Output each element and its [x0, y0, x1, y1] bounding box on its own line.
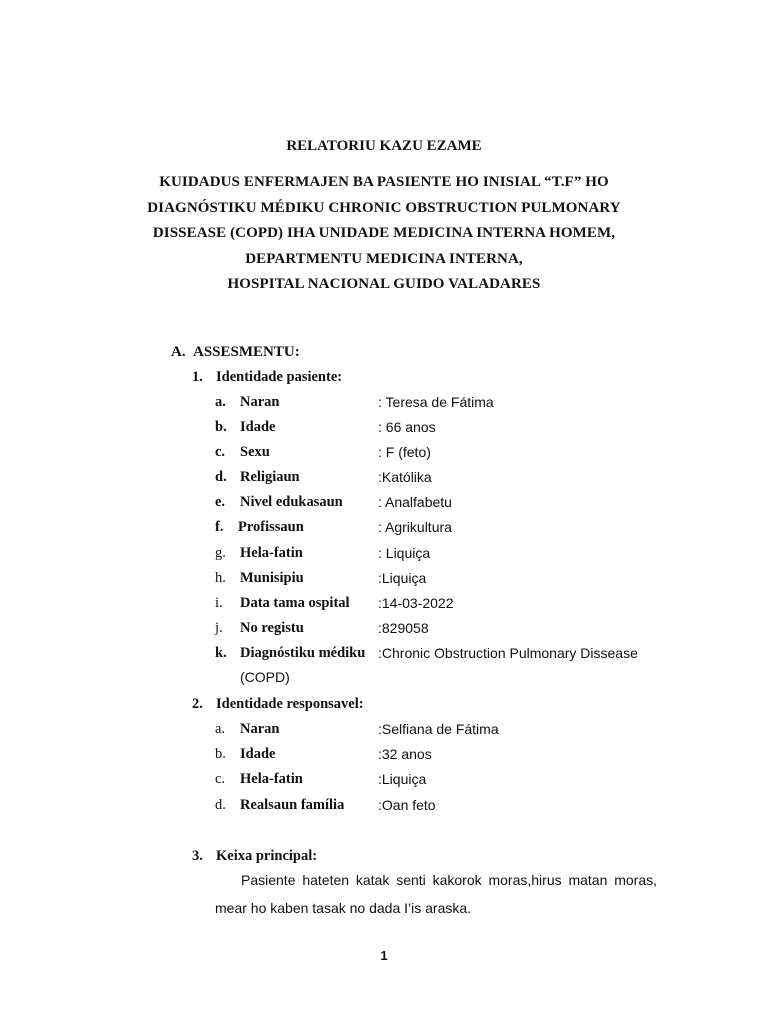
row-key: Hela-fatin	[240, 771, 303, 787]
row-value: : Analfabetu	[378, 494, 452, 510]
row-value: :Katólika	[378, 469, 432, 485]
row-key: Nivel edukasaun	[240, 494, 343, 510]
row-key: Religiaun	[240, 469, 300, 485]
row-key: Naran	[240, 721, 280, 737]
row-value: : Agrikultura	[378, 519, 452, 535]
item-title: Identidade pasiente:	[216, 369, 343, 385]
row-value: :Oan feto	[378, 797, 436, 813]
row-key: Sexu	[240, 444, 270, 460]
row-value: :Liquiça	[378, 570, 427, 586]
row-key: Idade	[240, 746, 276, 762]
row-letter: d.	[215, 797, 226, 813]
item-number: 2.	[192, 696, 203, 712]
row-letter: a.	[215, 394, 226, 410]
complaint-paragraph	[215, 866, 657, 922]
row-letter: k.	[215, 645, 227, 661]
row-key: Diagnóstiku médiku	[240, 645, 366, 661]
row-letter: d.	[215, 469, 227, 485]
item-3-heading	[192, 848, 317, 865]
page-number: 1	[380, 948, 388, 963]
row-key: Idade	[240, 419, 276, 435]
paragraph-line: mear ho kaben tasak no dada I’is araska.	[215, 900, 472, 916]
row-letter: j.	[215, 620, 223, 636]
row-letter: b.	[215, 746, 226, 762]
row-key: No registu	[240, 620, 304, 636]
row-letter: e.	[215, 494, 226, 510]
heading-line: HOSPITAL NACIONAL GUIDO VALADARES	[227, 276, 541, 293]
row-value: :Chronic Obstruction Pulmonary Dissease	[378, 645, 638, 661]
row-letter: g.	[215, 545, 226, 561]
item-number: 1.	[192, 369, 203, 385]
row-key: Realsaun família	[240, 797, 345, 813]
row-key: Data tama ospital	[240, 595, 350, 611]
diagnosis-continuation: (COPD)	[240, 669, 290, 685]
row-value: : Liquiça	[378, 545, 431, 561]
row-value: :Liquiça	[378, 771, 427, 787]
row-key: Hela-fatin	[240, 545, 303, 561]
report-heading	[0, 170, 768, 298]
row-value: :14-03-2022	[378, 595, 454, 611]
heading-line: KUIDADUS ENFERMAJEN BA PASIENTE HO INISIAL “T.F” HO	[159, 174, 609, 190]
row-letter: h.	[215, 570, 226, 586]
section-title: ASSESMENTU:	[193, 344, 300, 360]
row-value: : Teresa de Fátima	[378, 394, 494, 410]
row-letter: b.	[215, 419, 227, 435]
item-title: Keixa principal:	[216, 848, 318, 864]
item-2-heading	[192, 696, 364, 713]
row-letter: i.	[215, 595, 223, 611]
row-key: Naran	[240, 394, 280, 410]
heading-line: DISSEASE (COPD) IHA UNIDADE MEDICINA INTERNA HOMEM,	[152, 225, 616, 242]
section-a-heading	[171, 344, 300, 361]
heading-line: DIAGNÓSTIKU MÉDIKU CHRONIC OBSTRUCTION PULMONARY	[147, 199, 621, 216]
row-value: :32 anos	[378, 746, 432, 762]
row-letter: f.	[215, 519, 224, 535]
paragraph-line: Pasiente hateten katak senti kakorok moras,hirus matan moras,	[241, 872, 657, 888]
row-key: Profissaun	[238, 519, 304, 535]
section-label: A.	[171, 344, 186, 360]
row-value: :Selfiana de Fátima	[378, 721, 499, 737]
item-title: Identidade responsavel:	[216, 696, 364, 712]
heading-line: DEPARTMENTU MEDICINA INTERNA,	[245, 250, 523, 267]
row-key: Munisipiu	[240, 570, 304, 586]
report-title: RELATORIU KAZU EZAME	[286, 138, 482, 154]
row-letter: c.	[215, 771, 226, 787]
row-value: :829058	[378, 620, 429, 636]
row-letter: c.	[215, 444, 226, 460]
item-1-heading	[192, 369, 342, 386]
item-number: 3.	[192, 848, 203, 864]
row-value: : 66 anos	[378, 419, 436, 435]
row-value: : F (feto)	[378, 444, 431, 460]
row-letter: a.	[215, 721, 226, 737]
